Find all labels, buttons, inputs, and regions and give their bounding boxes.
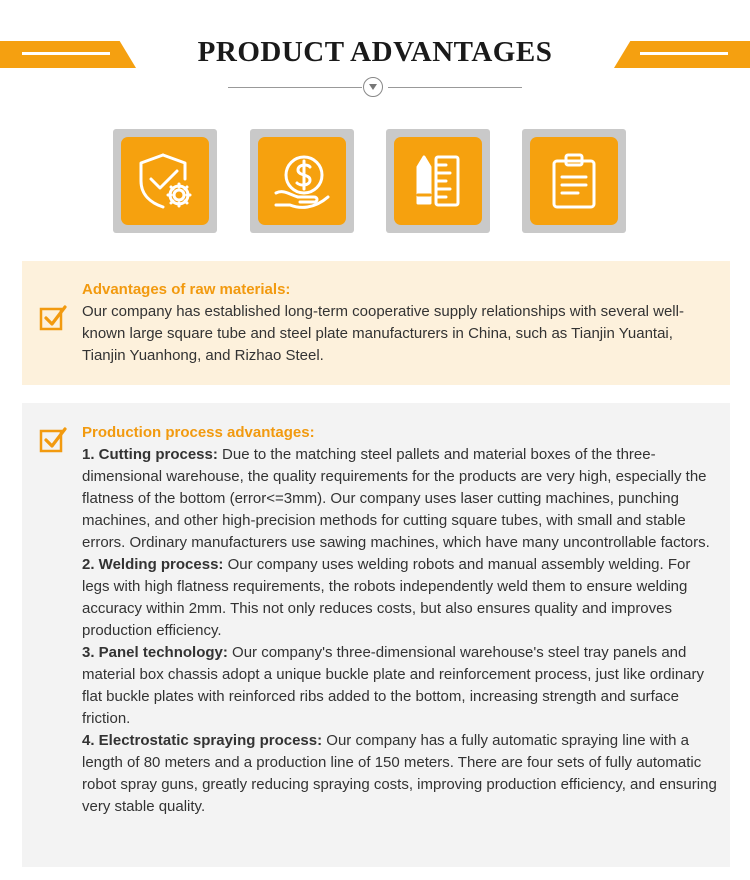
process-item-text: Our company has a fully automatic spraying line with a length of 80 meters and a production line of 150 meters. There are four sets of fully automatic robot spray guns, greatly reducing spraying costs, improving production efficiency, and ensuring very stable quality. bbox=[82, 732, 717, 815]
process-item-welding bbox=[82, 554, 720, 642]
shield-check-gear-icon bbox=[121, 137, 209, 225]
process-item-title: 4. Electrostatic spraying process: bbox=[82, 732, 323, 749]
checkbox-checked-icon bbox=[38, 425, 68, 455]
divider-right bbox=[388, 87, 522, 88]
process-item-spraying bbox=[82, 730, 720, 818]
raw-materials-heading: Advantages of raw materials: bbox=[82, 281, 291, 298]
raw-materials-panel bbox=[22, 261, 730, 385]
process-item-panel bbox=[82, 642, 720, 730]
process-item-title: 3. Panel technology: bbox=[82, 644, 228, 661]
checkbox-checked-icon bbox=[38, 303, 68, 333]
process-item-title: 2. Welding process: bbox=[82, 556, 224, 573]
icon-tile-document bbox=[522, 129, 626, 233]
chevron-down-icon bbox=[363, 77, 383, 97]
process-item-cutting bbox=[82, 444, 720, 554]
process-item-text: Due to the matching steel pallets and material boxes of the three-dimensional warehouse, the quality requirements for the products are very high, especially the flatness of the bottom (error<=3mm). Our company uses laser cutting machines, punching machines, and other high-precision methods for cutting square tubes, with small and stable errors. Ordinary manufacturers use sawing machines, which have many uncontrollable factors. bbox=[82, 446, 710, 551]
production-heading: Production process advantages: bbox=[82, 424, 315, 441]
divider-left bbox=[228, 87, 362, 88]
process-item-title: 1. Cutting process: bbox=[82, 446, 218, 463]
page-title: PRODUCT ADVANTAGES bbox=[197, 36, 553, 68]
process-item-text: Our company's three-dimensional warehouse's steel tray panels and material box chassis adopt a unique buckle plate and reinforcement process, just like ordinary flat buckle plates with reinforced ribs added to the bottom, increasing strength and surface friction. bbox=[82, 644, 705, 727]
icon-tile-quality bbox=[113, 129, 217, 233]
icon-tile-cost bbox=[250, 129, 354, 233]
pencil-ruler-icon bbox=[394, 137, 482, 225]
clipboard-icon bbox=[530, 137, 618, 225]
process-item-text: Our company uses welding robots and manual assembly welding. For legs with high flatness requirements, the robots independently weld them to ensure welding accuracy within 2mm. This not only reduces costs, but also ensures quality and improves production efficiency. bbox=[82, 556, 691, 639]
dollar-hand-icon bbox=[258, 137, 346, 225]
production-process-panel bbox=[22, 403, 730, 867]
icon-tile-design bbox=[386, 129, 490, 233]
raw-materials-body: Our company has established long-term cooperative supply relationships with several well-known large square tube and steel plate manufacturers in China, such as Tianjin Yuantai, Tianjin Yuanhong, and Rizhao Steel. bbox=[82, 303, 684, 364]
